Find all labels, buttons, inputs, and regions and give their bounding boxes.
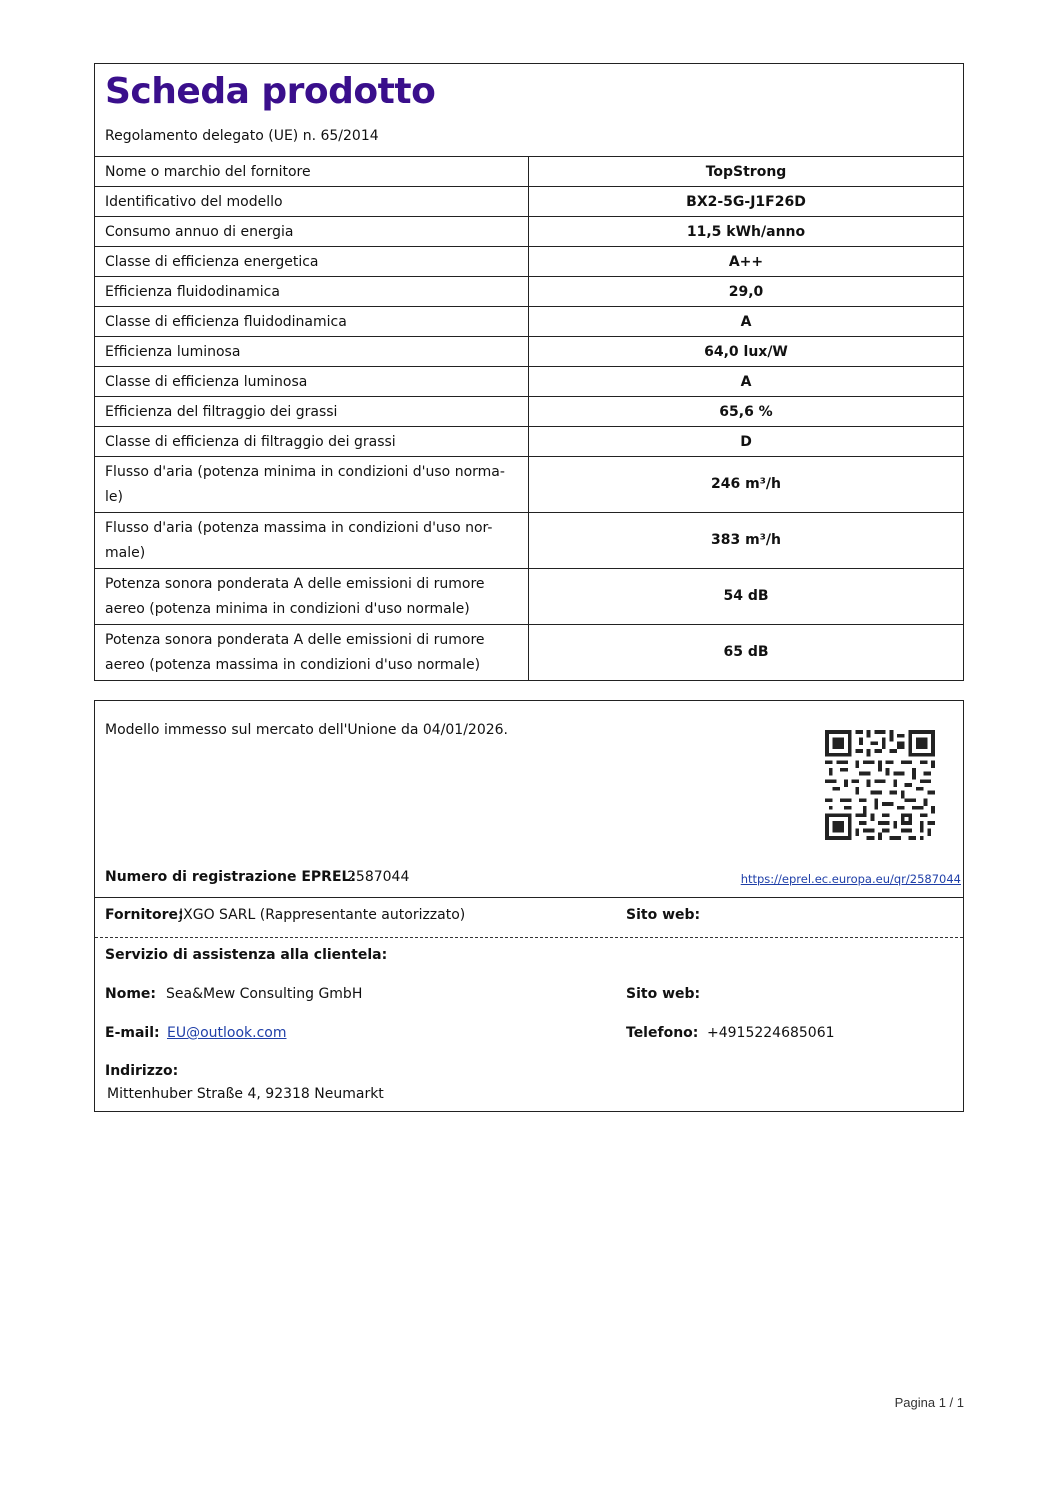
row-value: TopStrong (529, 157, 964, 187)
row-label: Consumo annuo di energia (95, 217, 529, 247)
row-label-line: aereo (potenza massima in condizioni d'uso normale) (105, 657, 481, 673)
table-row (95, 569, 963, 625)
row-label: Classe di efficienza luminosa (95, 367, 529, 397)
row-label-line: male) (105, 545, 146, 561)
page-title: Scheda prodotto (105, 71, 436, 112)
service-website-label: Sito web: (626, 986, 701, 1002)
table-row (95, 217, 963, 247)
divider (95, 937, 963, 938)
qr-code-icon[interactable] (825, 730, 935, 840)
eprel-link[interactable]: https://eprel.ec.europa.eu/qr/2587044 (740, 872, 961, 886)
supplier-label: Fornitore: (105, 907, 184, 923)
service-phone-value: +4915224685061 (707, 1025, 835, 1041)
service-email-label: E-mail: (105, 1025, 160, 1041)
row-label-line: Potenza sonora ponderata A delle emissioni di rumore (105, 576, 485, 592)
table-row (95, 307, 963, 337)
table-row (95, 427, 963, 457)
market-date-text: Modello immesso sul mercato dell'Unione da 04/01/2026. (105, 722, 509, 738)
row-value: A (529, 307, 964, 337)
row-value: 64,0 lux/W (529, 337, 964, 367)
row-label: Classe di efficienza fluidodinamica (95, 307, 529, 337)
row-label: Efficienza del filtraggio dei grassi (95, 397, 529, 427)
row-value: 29,0 (529, 277, 964, 307)
row-label-line: Flusso d'aria (potenza massima in condizioni d'uso nor- (105, 520, 493, 536)
table-row (95, 247, 963, 277)
spec-table (95, 156, 963, 680)
service-heading: Servizio di assistenza alla clientela: (105, 947, 388, 963)
row-label (95, 569, 529, 625)
service-name-label: Nome: (105, 986, 157, 1002)
row-label (95, 513, 529, 569)
table-row (95, 157, 963, 187)
row-value: 65 dB (529, 625, 964, 681)
supplier-value: JXGO SARL (Rappresentante autorizzato) (179, 907, 466, 923)
row-label: Nome o marchio del fornitore (95, 157, 529, 187)
table-row (95, 277, 963, 307)
row-label-line: le) (105, 489, 123, 505)
table-row (95, 625, 963, 681)
row-label: Efficienza luminosa (95, 337, 529, 367)
regulation-reference: Regolamento delegato (UE) n. 65/2014 (105, 128, 379, 144)
service-phone-label: Telefono: (626, 1025, 699, 1041)
product-sheet (94, 63, 964, 681)
row-label-line: Flusso d'aria (potenza minima in condizioni d'uso norma- (105, 464, 505, 480)
page-number: Pagina 1 / 1 (894, 1395, 964, 1410)
row-label-line: aereo (potenza minima in condizioni d'uso normale) (105, 601, 470, 617)
row-label: Efficienza fluidodinamica (95, 277, 529, 307)
row-value: 54 dB (529, 569, 964, 625)
divider (95, 897, 963, 898)
row-label (95, 625, 529, 681)
table-row (95, 187, 963, 217)
table-row (95, 397, 963, 427)
row-value: A (529, 367, 964, 397)
table-row (95, 513, 963, 569)
eprel-label: Numero di registrazione EPREL: (105, 869, 357, 885)
row-label: Identificativo del modello (95, 187, 529, 217)
registration-box (94, 700, 964, 1112)
row-value: D (529, 427, 964, 457)
service-address-value: Mittenhuber Straße 4, 92318 Neumarkt (107, 1086, 384, 1102)
row-value: A++ (529, 247, 964, 277)
row-label (95, 457, 529, 513)
service-name-value: Sea&Mew Consulting GmbH (166, 986, 363, 1002)
row-label: Classe di efficienza di filtraggio dei grassi (95, 427, 529, 457)
row-label-line: Potenza sonora ponderata A delle emissioni di rumore (105, 632, 485, 648)
table-row (95, 337, 963, 367)
table-row (95, 457, 963, 513)
service-address-label: Indirizzo: (105, 1063, 179, 1079)
row-value: 11,5 kWh/anno (529, 217, 964, 247)
row-value: 65,6 % (529, 397, 964, 427)
row-value: 383 m³/h (529, 513, 964, 569)
row-value: BX2-5G-J1F26D (529, 187, 964, 217)
supplier-website-label: Sito web: (626, 907, 701, 923)
row-value: 246 m³/h (529, 457, 964, 513)
table-row (95, 367, 963, 397)
row-label: Classe di efficienza energetica (95, 247, 529, 277)
service-email-link[interactable]: EU@outlook.com (167, 1025, 287, 1041)
eprel-number: 2587044 (347, 869, 410, 885)
